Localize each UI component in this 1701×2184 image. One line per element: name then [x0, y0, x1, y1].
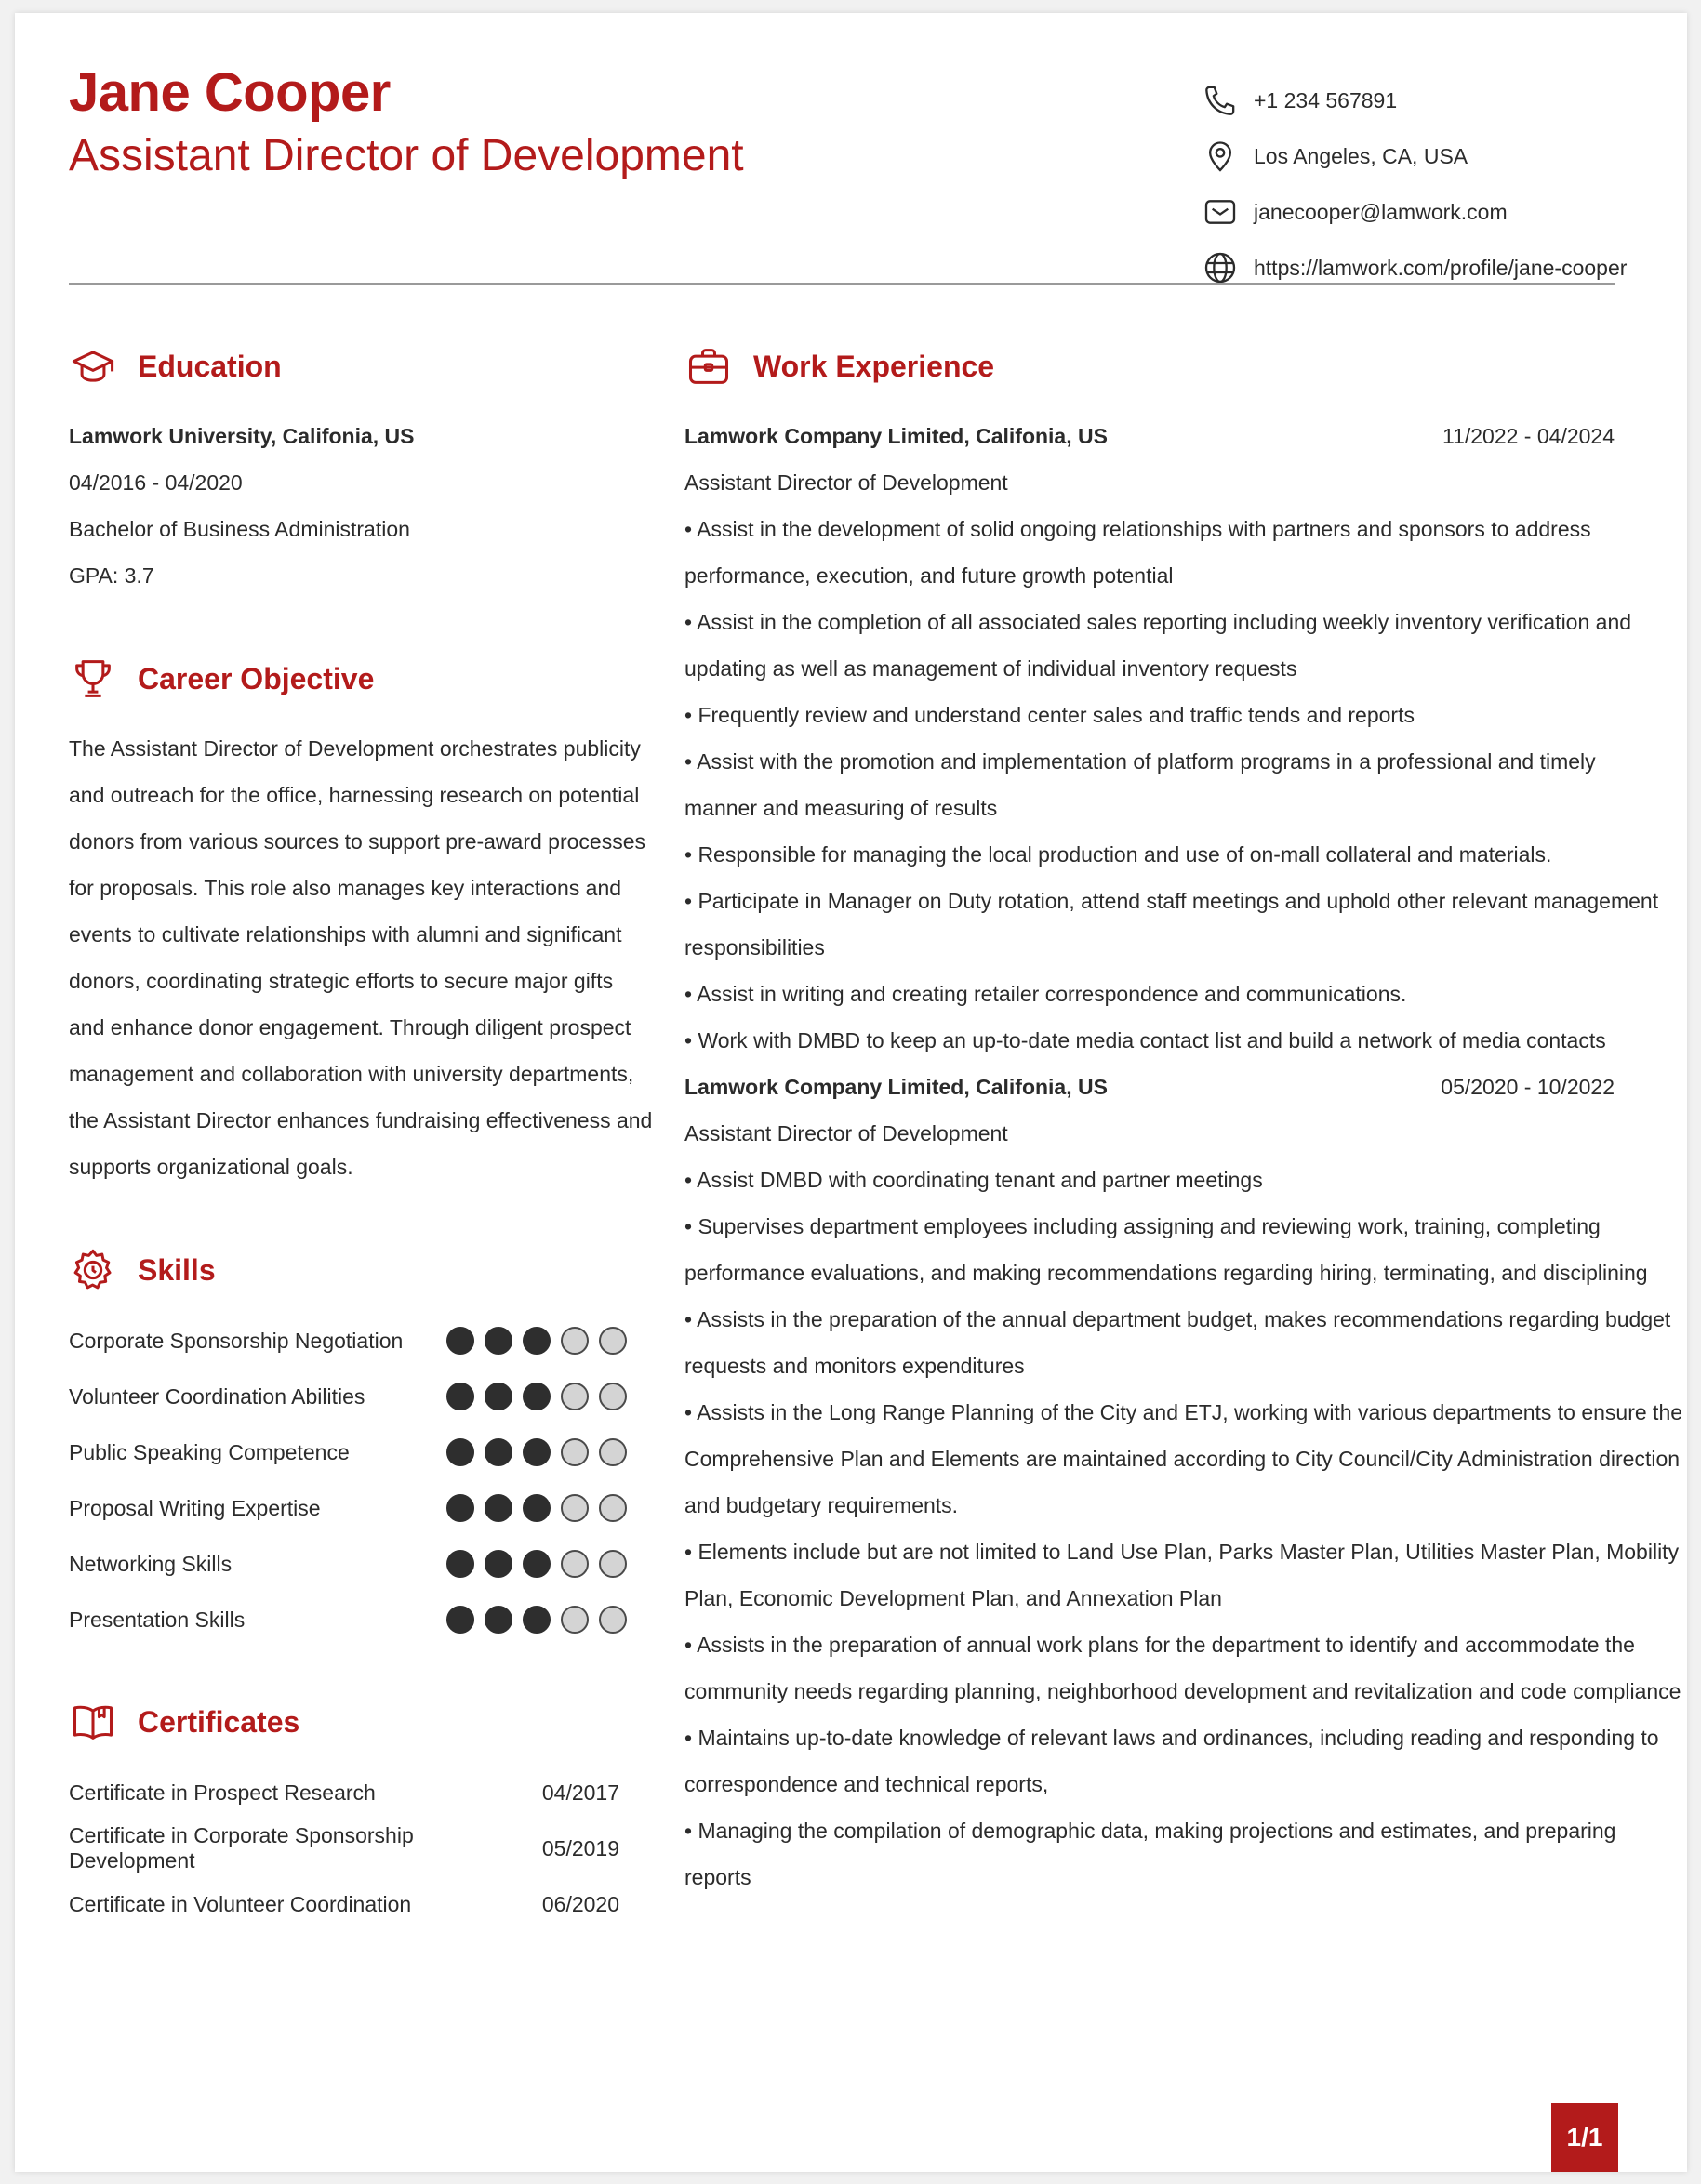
- job-duty-line: responsibilities: [684, 935, 825, 960]
- skill-rating: [446, 1606, 627, 1634]
- job-duty-line: performance evaluations, and making recommendations regarding hiring, terminating, and disciplining: [684, 1261, 1648, 1285]
- objective-line: The Assistant Director of Development orchestrates publicity: [69, 736, 641, 761]
- rating-dot-filled: [485, 1494, 512, 1522]
- job-duty-line: • Assist DMBD with coordinating tenant and partner meetings: [684, 1168, 1263, 1192]
- job-duty-line: requests and monitors expenditures: [684, 1354, 1025, 1378]
- skills-list: [69, 1313, 636, 1648]
- certificates-heading: [69, 1698, 299, 1746]
- skill-label: Volunteer Coordination Abilities: [69, 1383, 365, 1409]
- experience-title: Work Experience: [753, 349, 995, 383]
- objective-line: and enhance donor engagement. Through diligent prospect: [69, 1015, 631, 1039]
- education-title: Education: [138, 349, 282, 383]
- skill-label: Public Speaking Competence: [69, 1439, 350, 1464]
- phone-number[interactable]: +1 234 567891: [1254, 87, 1398, 113]
- job-duty-line: community needs regarding planning, neighborhood development and revitalization and code compliance: [684, 1679, 1681, 1703]
- website-link[interactable]: https://lamwork.com/profile/jane-cooper: [1254, 255, 1628, 280]
- rating-dot-filled: [446, 1438, 474, 1466]
- job-duty-line: • Assists in the preparation of the annual department budget, makes recommendations regarding budget: [684, 1307, 1671, 1331]
- skill-rating: [446, 1327, 627, 1355]
- candidate-title: Assistant Director of Development: [69, 131, 744, 180]
- job-duty-line: • Assist in the development of solid ongoing relationships with partners and sponsors to address: [684, 517, 1591, 541]
- candidate-name: Jane Cooper: [69, 62, 391, 123]
- phone-icon: [1202, 82, 1239, 119]
- certificate-row: [69, 1820, 619, 1876]
- location-pin-icon: [1202, 138, 1239, 175]
- graduation-cap-icon: [69, 342, 117, 390]
- job-duty-line: performance, execution, and future growth potential: [684, 563, 1174, 588]
- rating-dot-filled: [446, 1606, 474, 1634]
- location-text: Los Angeles, CA, USA: [1254, 143, 1468, 168]
- job-company: Lamwork Company Limited, Califonia, US: [684, 424, 1108, 448]
- job-duty-line: • Assist in the completion of all associated sales reporting including weekly inventory verification and: [684, 610, 1632, 634]
- job-header: [684, 413, 1615, 459]
- email-link[interactable]: janecooper@lamwork.com: [1254, 199, 1508, 224]
- globe-icon: [1202, 249, 1239, 286]
- rating-dot-filled: [523, 1494, 551, 1522]
- rating-dot-filled: [523, 1383, 551, 1410]
- rating-dot-filled: [485, 1327, 512, 1355]
- rating-dot-empty: [599, 1606, 627, 1634]
- rating-dot-empty: [599, 1550, 627, 1578]
- skill-row: [69, 1536, 627, 1592]
- objective-line: events to cultivate relationships with alumni and significant: [69, 922, 622, 946]
- job-duty-line: • Supervises department employees including assigning and reviewing work, training, completing: [684, 1214, 1601, 1238]
- job-duty-line: • Elements include but are not limited to Land Use Plan, Parks Master Plan, Utilities Master Plan, Mobility: [684, 1540, 1680, 1564]
- gear-icon: [69, 1246, 117, 1294]
- briefcase-icon: [684, 342, 733, 390]
- rating-dot-empty: [561, 1494, 589, 1522]
- rating-dot-filled: [485, 1550, 512, 1578]
- skill-row: [69, 1480, 627, 1536]
- job-duty-line: Comprehensive Plan and Elements are maintained according to City Council/City Administration direction: [684, 1447, 1681, 1471]
- objective-line: and outreach for the office, harnessing research on potential: [69, 783, 640, 807]
- job-duty-line: and budgetary requirements.: [684, 1493, 959, 1517]
- certificate-row: [69, 1765, 619, 1820]
- certificates-list: [69, 1765, 636, 1932]
- rating-dot-empty: [561, 1383, 589, 1410]
- job-dates: 05/2020 - 10/2022: [1441, 1075, 1615, 1099]
- rating-dot-filled: [523, 1606, 551, 1634]
- job-dates: 11/2022 - 04/2024: [1442, 424, 1615, 448]
- job-duty-line: • Assist in writing and creating retailer correspondence and communications.: [684, 982, 1407, 1006]
- job-entry: [684, 1064, 1683, 1900]
- objective-line: the Assistant Director enhances fundraising effectiveness and: [69, 1108, 653, 1132]
- certificate-row: [69, 1876, 619, 1932]
- education-degree: Bachelor of Business Administration: [69, 517, 410, 541]
- education-details: [69, 413, 636, 599]
- rating-dot-filled: [446, 1383, 474, 1410]
- rating-dot-empty: [599, 1494, 627, 1522]
- rating-dot-empty: [561, 1327, 589, 1355]
- education-school: Lamwork University, Califonia, US: [69, 424, 415, 448]
- resume-page: [15, 13, 1687, 2172]
- contact-website: [1202, 240, 1627, 296]
- contact-list: [1202, 73, 1627, 296]
- rating-dot-empty: [599, 1438, 627, 1466]
- experience-list: [684, 413, 1683, 1900]
- objective-line: management and collaboration with university departments,: [69, 1062, 634, 1086]
- contact-email: [1202, 184, 1627, 240]
- rating-dot-filled: [523, 1327, 551, 1355]
- job-duty-line: • Responsible for managing the local production and use of on-mall collateral and materials.: [684, 842, 1552, 867]
- certificate-date: 04/2017: [541, 1780, 619, 1805]
- trophy-icon: [69, 655, 117, 703]
- skill-row: [69, 1313, 627, 1369]
- skill-rating: [446, 1550, 627, 1578]
- rating-dot-empty: [561, 1606, 589, 1634]
- skill-label: Proposal Writing Expertise: [69, 1495, 321, 1520]
- rating-dot-filled: [485, 1383, 512, 1410]
- book-icon: [69, 1698, 117, 1746]
- page-indicator: 1/1: [1551, 2103, 1618, 2172]
- skill-label: Networking Skills: [69, 1551, 233, 1576]
- contact-location: [1202, 128, 1627, 184]
- objective-line: donors, coordinating strategic efforts to secure major gifts: [69, 969, 614, 993]
- rating-dot-filled: [485, 1606, 512, 1634]
- objective-text: [69, 725, 653, 1190]
- certificate-name: Certificate in Corporate Sponsorship Development: [69, 1823, 414, 1873]
- job-entry: [684, 413, 1659, 1064]
- experience-heading: [684, 342, 994, 390]
- skill-row: [69, 1424, 627, 1480]
- header-divider: [69, 283, 1615, 285]
- objective-line: supports organizational goals.: [69, 1155, 353, 1179]
- objective-heading: [69, 655, 374, 703]
- rating-dot-filled: [523, 1550, 551, 1578]
- job-duty-line: • Assist with the promotion and implementation of platform programs in a professional and timely: [684, 749, 1596, 774]
- skill-label: Corporate Sponsorship Negotiation: [69, 1328, 404, 1353]
- job-header: [684, 1064, 1615, 1110]
- job-company: Lamwork Company Limited, Califonia, US: [684, 1075, 1108, 1099]
- job-duty-line: updating as well as management of individual inventory requests: [684, 656, 1297, 681]
- education-heading: [69, 342, 282, 390]
- mail-icon: [1202, 193, 1239, 231]
- rating-dot-filled: [446, 1550, 474, 1578]
- job-duty-line: Plan, Economic Development Plan, and Annexation Plan: [684, 1586, 1222, 1610]
- skill-label: Presentation Skills: [69, 1607, 246, 1632]
- education-gpa: GPA: 3.7: [69, 563, 154, 588]
- job-role: Assistant Director of Development: [684, 470, 1008, 495]
- job-duty-line: • Assists in the Long Range Planning of the City and ETJ, working with various departments to ensure the: [684, 1400, 1683, 1424]
- certificate-date: 05/2019: [541, 1835, 619, 1860]
- skill-row: [69, 1369, 627, 1424]
- skill-row: [69, 1592, 627, 1648]
- skill-rating: [446, 1383, 627, 1410]
- rating-dot-filled: [446, 1327, 474, 1355]
- job-duty-line: • Work with DMBD to keep an up-to-date media contact list and build a network of media contacts: [684, 1028, 1606, 1052]
- objective-line: for proposals. This role also manages key interactions and: [69, 876, 622, 900]
- job-role: Assistant Director of Development: [684, 1121, 1008, 1145]
- certificate-name: Certificate in Prospect Research: [69, 1780, 376, 1805]
- job-duty-line: • Managing the compilation of demographic data, making projections and estimates, and preparing: [684, 1819, 1616, 1843]
- rating-dot-empty: [599, 1327, 627, 1355]
- certificates-title: Certificates: [138, 1704, 300, 1739]
- certificate-name: Certificate in Volunteer Coordination: [69, 1891, 412, 1916]
- objective-line: donors from various sources to support pre-award processes: [69, 829, 646, 854]
- job-duty-line: • Participate in Manager on Duty rotation, attend staff meetings and uphold other relevant management: [684, 889, 1659, 913]
- rating-dot-empty: [561, 1550, 589, 1578]
- rating-dot-empty: [599, 1383, 627, 1410]
- job-duty-line: • Maintains up-to-date knowledge of relevant laws and ordinances, including reading and responding to: [684, 1726, 1659, 1750]
- education-dates: 04/2016 - 04/2020: [69, 470, 243, 495]
- job-duty-line: • Assists in the preparation of annual work plans for the department to identify and accommodate the: [684, 1633, 1635, 1657]
- job-duty-line: reports: [684, 1865, 751, 1889]
- skill-rating: [446, 1438, 627, 1466]
- certificate-date: 06/2020: [541, 1891, 619, 1916]
- job-duty-line: correspondence and technical reports,: [684, 1772, 1049, 1796]
- rating-dot-filled: [485, 1438, 512, 1466]
- skills-heading: [69, 1246, 216, 1294]
- rating-dot-filled: [446, 1494, 474, 1522]
- job-duty-line: manner and measuring of results: [684, 796, 998, 820]
- rating-dot-empty: [561, 1438, 589, 1466]
- rating-dot-filled: [523, 1438, 551, 1466]
- objective-title: Career Objective: [138, 661, 375, 695]
- skill-rating: [446, 1494, 627, 1522]
- skills-title: Skills: [138, 1252, 216, 1287]
- job-duty-line: • Frequently review and understand center sales and traffic tends and reports: [684, 703, 1415, 727]
- contact-phone: [1202, 73, 1627, 128]
